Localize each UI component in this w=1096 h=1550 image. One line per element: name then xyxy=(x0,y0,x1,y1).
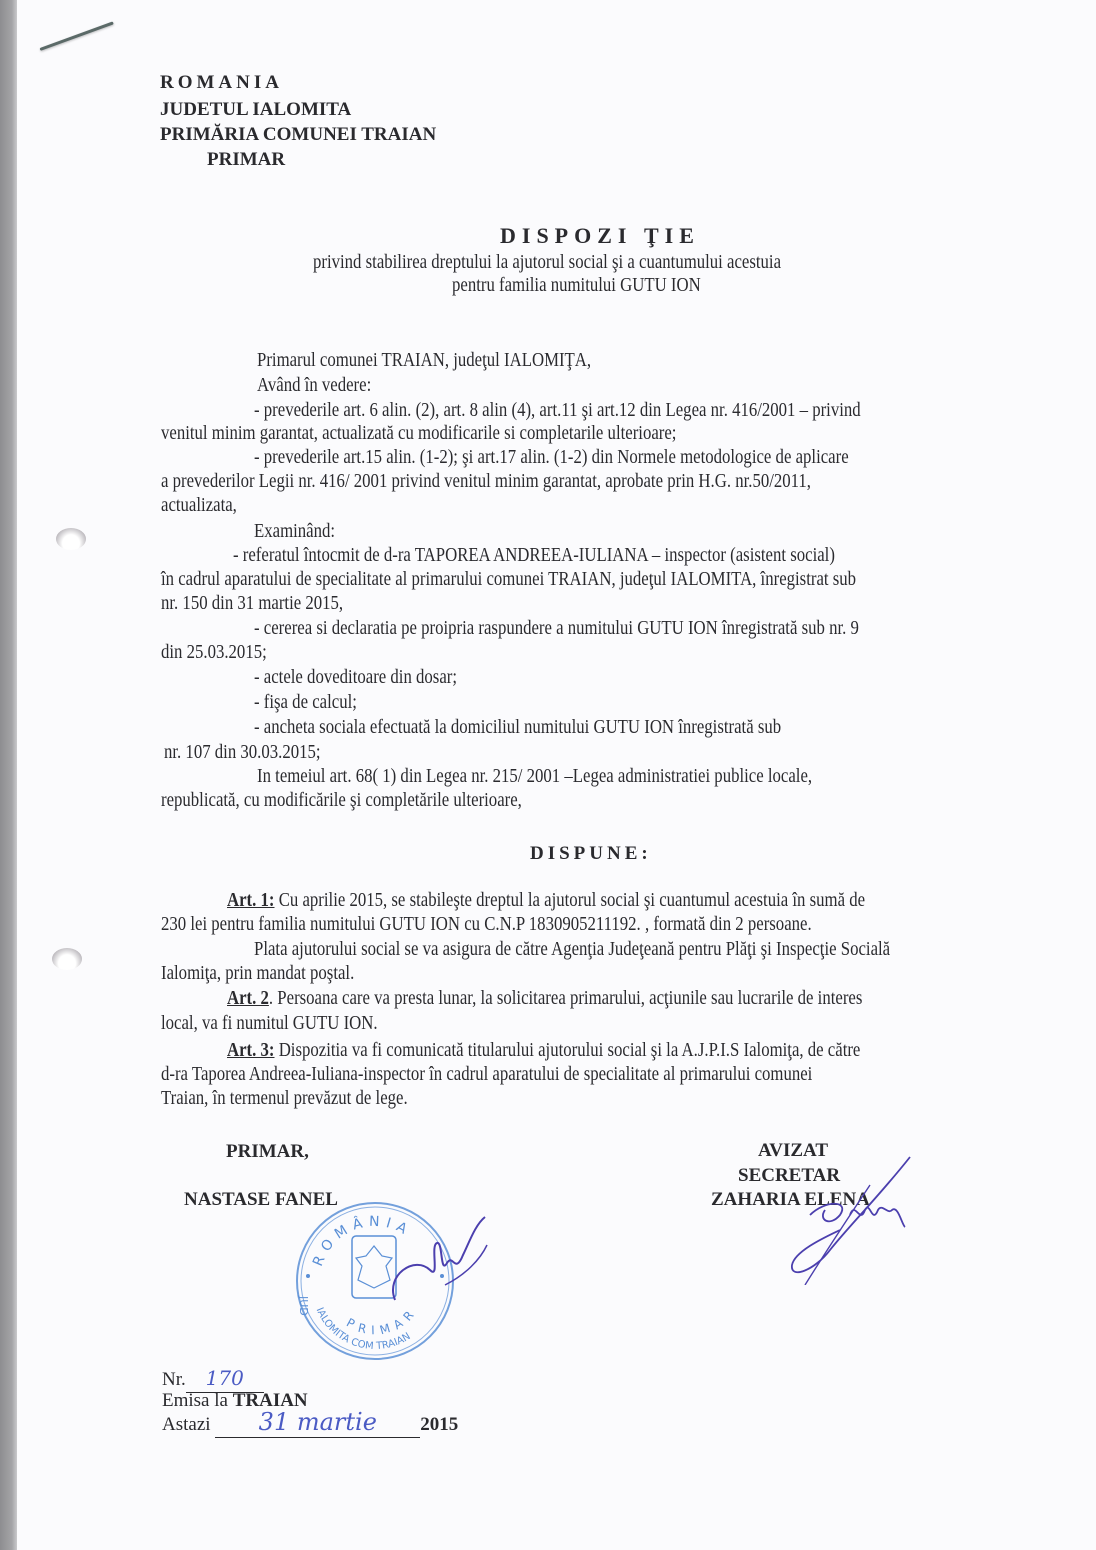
payment-line2: Ialomiţa, prin mandat poştal. xyxy=(161,963,355,984)
article-3-line2: d-ra Taporea Andreea-Iuliana-inspector în cadrul aparatului de specialitate al primarului comunei xyxy=(161,1064,813,1085)
preamble-item1-line2: venitul minim garantat, actualizată cu modificarile si completarile ulterioare; xyxy=(161,423,677,444)
stamp-dot xyxy=(306,1274,310,1278)
preamble-item2-line3: actualizata, xyxy=(161,495,237,516)
article-2-line1: Art. 2. Persoana care va presta lunar, la solicitarea primarului, acţiunile sau lucrarile de interes xyxy=(227,988,863,1009)
article-1-line2: 230 lei pentru familia numitului GUTU ION cu C.N.P 1830905211192. , formată din 2 persoane. xyxy=(161,914,812,935)
considering-label: Având în vedere: xyxy=(257,375,372,396)
preamble-item7-line2: nr. 107 din 30.03.2015; xyxy=(164,742,321,763)
header-country: ROMANIA xyxy=(160,72,283,93)
issued-label: Emisa la xyxy=(162,1390,233,1411)
legal-basis-line1: In temeiul art. 68( 1) din Legea nr. 215/ 2001 –Legea administratiei publice locale, xyxy=(257,766,813,787)
header-county: JUDETUL IALOMITA xyxy=(160,99,352,120)
stamp-center-text: PRIMAR xyxy=(344,1303,421,1338)
article-3-line1: Art. 3: Dispozitia va fi comunicată titularului ajutorului social şi la A.J.P.I.S Ialomiţa, de către xyxy=(227,1040,861,1061)
issued-place: TRAIAN xyxy=(232,1390,308,1411)
secretary-signature xyxy=(770,1155,920,1285)
date-value: 31 martie xyxy=(258,1408,377,1436)
preamble-item5: - actele doveditoare din dosar; xyxy=(254,667,458,688)
stamp-bottom-text: IALOMITA COM TRAIAN xyxy=(313,1306,413,1353)
date-label: Astazi xyxy=(162,1414,216,1435)
punch-hole xyxy=(56,528,86,550)
preamble-item3-line3: nr. 150 din 31 martie 2015, xyxy=(161,593,344,614)
stamp-left-text: JUD xyxy=(297,1296,310,1316)
date-field xyxy=(162,1410,458,1438)
payment-line1: Plata ajutorului social se va asigura de către Agenţia Judeţeană pentru Plăţi şi Inspecţie Socială xyxy=(254,939,891,960)
secretary-name: ZAHARIA ELENA xyxy=(711,1189,870,1210)
preamble-item1-line1: - prevederile art. 6 alin. (2), art. 8 alin (4), art.11 şi art.12 din Legea nr. 416/2001 – privind xyxy=(254,400,861,421)
preamble-item3-line2: în cadrul aparatului de specialitate al primarului comunei TRAIAN, judeţul IALOMITA, înregistrat sub xyxy=(161,569,857,590)
preamble-item6: - fişa de calcul; xyxy=(254,692,357,713)
article-3-label: Art. 3: xyxy=(227,1040,275,1061)
endorsed-label: AVIZAT xyxy=(758,1140,829,1161)
legal-basis-line2: republicată, cu modificările şi completările ulterioare, xyxy=(161,790,522,811)
examining-label: Examinând: xyxy=(254,521,336,542)
punch-hole xyxy=(52,948,82,970)
header-institution: PRIMĂRIA COMUNEI TRAIAN xyxy=(160,124,437,145)
scan-edge xyxy=(0,0,17,1550)
mayor-title: PRIMAR, xyxy=(226,1141,309,1162)
preamble-item2-line2: a prevederilor Legii nr. 416/ 2001 privind venitul minim garantat, aprobate prin H.G. nr.50/2011, xyxy=(161,471,812,492)
preamble-item7-line1: - ancheta sociala efectuată la domiciliul numitului GUTU ION înregistrată sub xyxy=(254,717,782,738)
article-1-line1: Art. 1: Cu aprilie 2015, se stabileşte dreptul la ajutorul social şi cuantumul acestuia în sumă de xyxy=(227,890,866,911)
document-subtitle-line1: privind stabilirea dreptului la ajutorul social şi a cuantumului acestuia xyxy=(313,252,782,273)
article-3-line3: Traian, în termenul prevăzut de lege. xyxy=(161,1088,408,1109)
stamp-top-text: ROMÂNIA xyxy=(310,1213,415,1269)
mayor-name: NASTASE FANEL xyxy=(184,1189,338,1210)
number-label: Nr. xyxy=(162,1369,186,1390)
preamble-item4-line2: din 25.03.2015; xyxy=(161,642,267,663)
preamble-item4-line1: - cererea si declaratia pe proipria raspundere a numitului GUTU ION înregistrată sub nr. 9 xyxy=(254,618,859,639)
date-year: 2015 xyxy=(420,1414,459,1435)
staple-mark xyxy=(39,21,113,50)
preamble-item2-line1: - prevederile art.15 alin. (1-2); şi art.17 alin. (1-2) din Normele metodologice de aplicare xyxy=(254,447,849,468)
header-office: PRIMAR xyxy=(207,149,286,170)
article-2-label: Art. 2 xyxy=(227,988,269,1009)
secretary-title: SECRETAR xyxy=(738,1165,841,1186)
preamble-item3-line1: - referatul întocmit de d-ra TAPOREA ANDREEA-IULIANA – inspector (asistent social) xyxy=(233,545,835,566)
document-title: DISPOZI ŢIE xyxy=(500,223,700,248)
dispune-heading: DISPUNE: xyxy=(530,843,652,864)
document-subtitle-line2: pentru familia numitului GUTU ION xyxy=(452,275,701,296)
number-value: 170 xyxy=(205,1366,244,1390)
issuer-line: Primarul comunei TRAIAN, judeţul IALOMIŢA, xyxy=(257,350,592,371)
article-1-label: Art. 1: xyxy=(227,890,275,911)
mayor-signature xyxy=(385,1215,495,1305)
article-2-line2: local, va fi numitul GUTU ION. xyxy=(161,1013,378,1034)
